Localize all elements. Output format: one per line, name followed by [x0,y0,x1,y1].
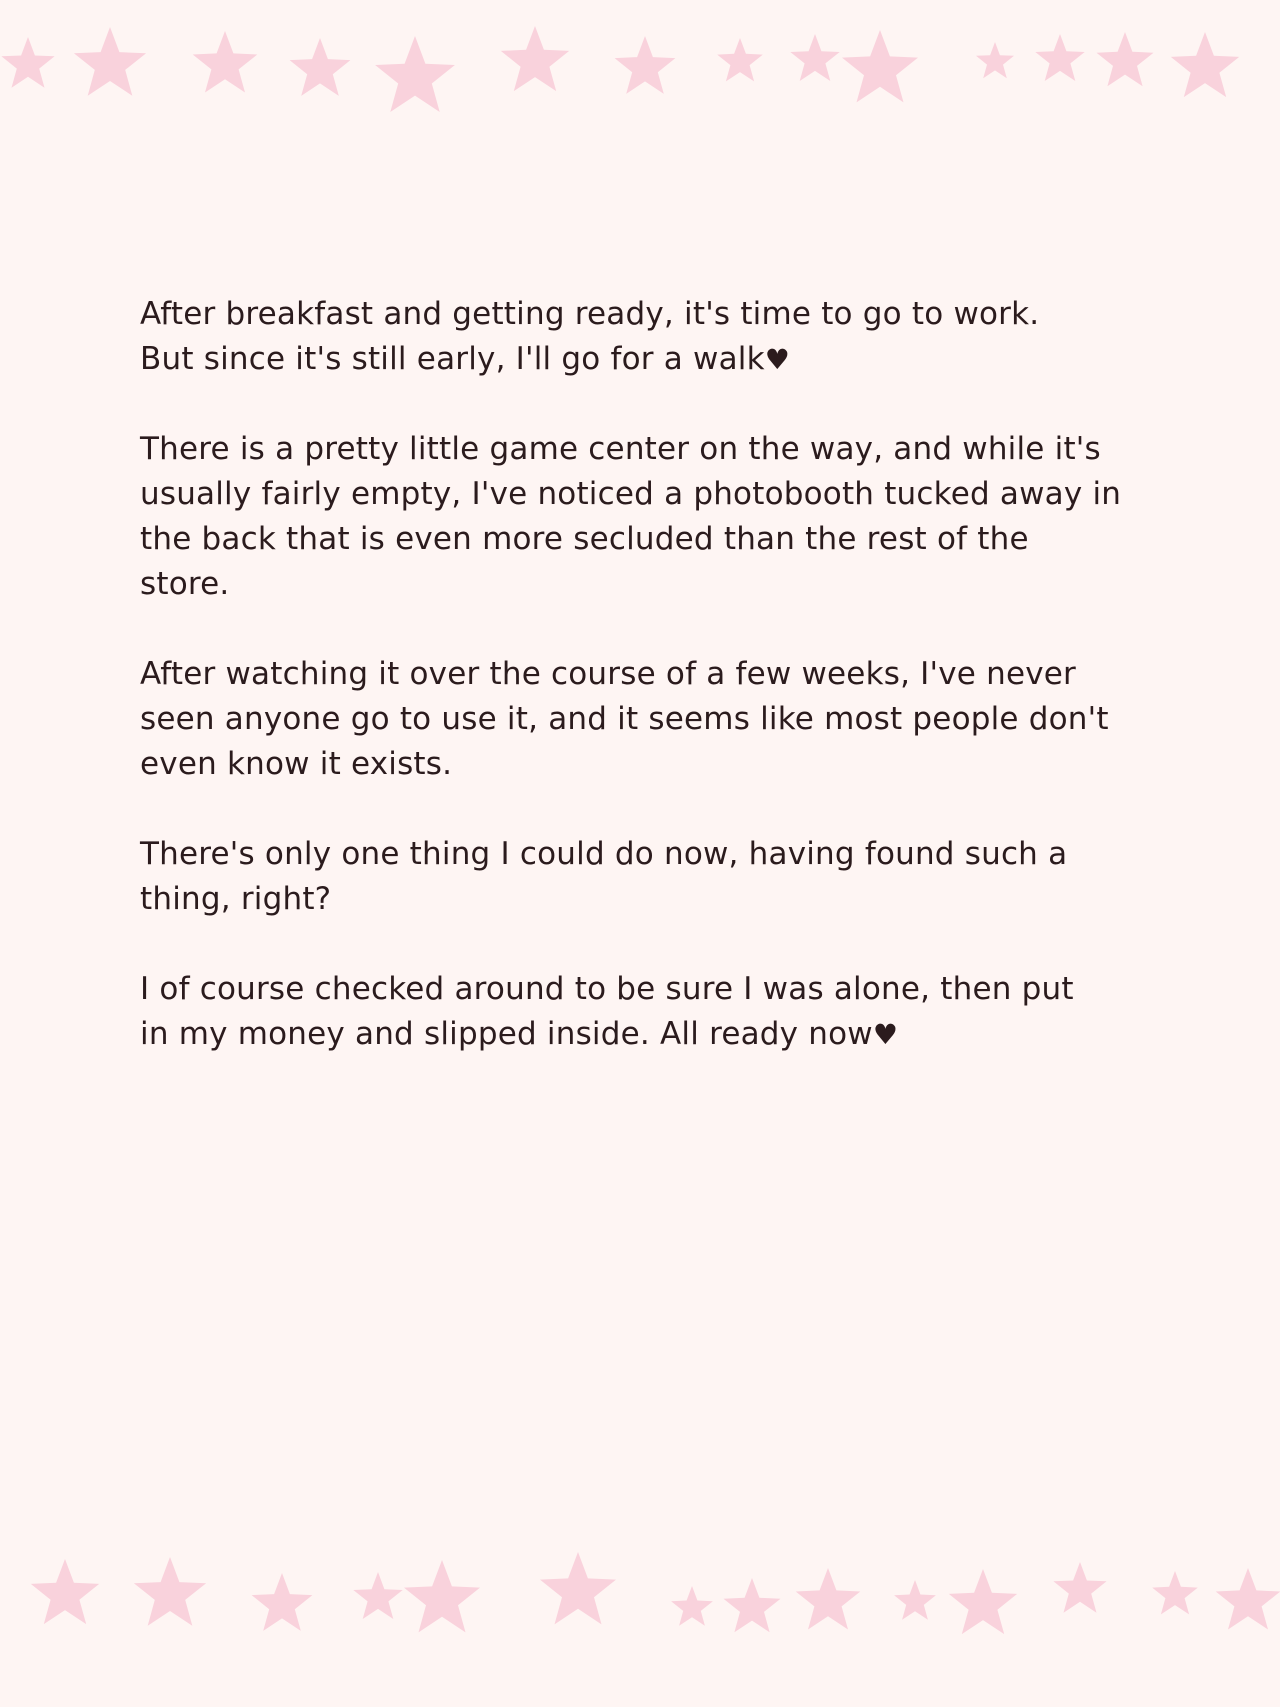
story-text [140,292,1180,1102]
paragraph-5 [140,967,1180,1057]
heart-icon: ♥ [872,1018,899,1051]
star-icon [134,1557,206,1626]
star-icon [193,31,258,93]
bottom-star-border [0,1540,1280,1670]
star-icon [1171,32,1239,97]
star-icon [1035,34,1084,81]
star-decoration-top [0,0,1280,130]
star-icon [1,37,54,88]
star-icon [353,1572,402,1619]
star-icon [894,1580,936,1620]
star-icon [796,1568,861,1630]
star-icon [949,1569,1017,1634]
star-decoration-bottom [0,1540,1280,1670]
star-icon [1216,1568,1280,1630]
top-star-border [0,0,1280,130]
star-icon [671,1586,713,1626]
star-icon [31,1559,99,1624]
star-icon [615,36,676,94]
star-icon [842,30,918,102]
star-icon [976,42,1014,78]
paragraph-3: After watching it over the course of a few weeks, I've never seen anyone go to use it, and it seems like most people don't even know it exists. [140,656,1109,782]
star-icon [501,26,569,91]
star-icon [375,36,455,112]
star-icon [724,1578,781,1632]
paragraph-1 [140,292,1180,382]
star-icon [1152,1571,1198,1614]
paragraph-5-text: I of course checked around to be sure I was alone, then put in my money and slipped inside. All ready now [140,971,1074,1052]
heart-icon: ♥ [764,343,791,376]
star-icon [790,34,839,81]
paragraph-4: There's only one thing I could do now, having found such a thing, right? [140,836,1068,917]
star-icon [290,38,351,96]
star-icon [252,1573,313,1631]
star-icon [717,38,763,81]
paragraph-2: There is a pretty little game center on the way, and while it's usually fairly empty, I've noticed a photobooth tucked away in the back that is even more secluded than the rest of the store. [140,431,1122,602]
paragraph-1-text: After breakfast and getting ready, it's time to go to work. But since it's still early, I'll go for a walk [140,296,1040,377]
star-icon [540,1552,616,1624]
star-icon [404,1560,480,1632]
star-icon [1053,1562,1106,1613]
star-icon [74,27,146,96]
star-icon [1097,32,1154,86]
